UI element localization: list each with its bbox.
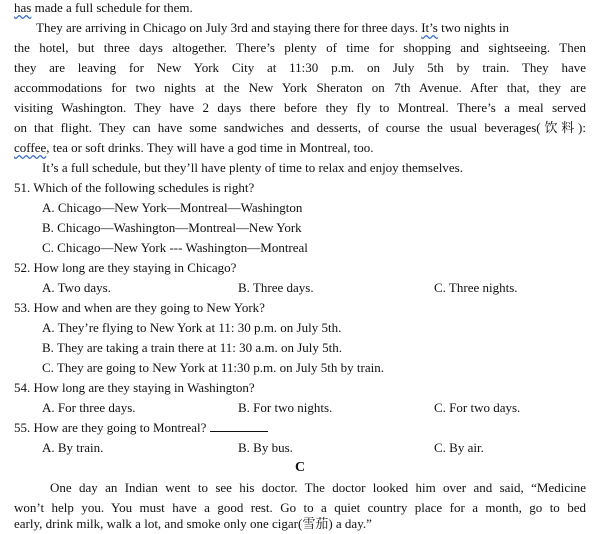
answer-option: B. By bus. — [238, 440, 293, 455]
answer-option: A. Chicago—New York—Montreal—Washington — [42, 200, 303, 215]
answer-option: B. Chicago—Washington—Montreal—New York — [42, 220, 302, 235]
answer-option: A. For three days. — [42, 400, 136, 415]
question-stem: 55. How are they going to Montreal? — [14, 418, 586, 438]
answer-option: C. They are going to New York at 11:30 p.m. on July 5th by train. — [42, 360, 384, 375]
answer-option: A. They’re flying to New York at 11: 30 p.m. on July 5th. — [42, 320, 342, 335]
passage-line: has made a full schedule for them. — [14, 0, 193, 15]
question-stem: 53. How and when are they going to New York? — [14, 300, 265, 315]
question-stem: 52. How long are they staying in Chicago? — [14, 260, 237, 275]
answer-blank — [210, 419, 268, 432]
answer-option: B. For two nights. — [238, 400, 333, 415]
passage-line: on that flight. They can have some sandwiches and desserts, of course the usual beverages(饮料): — [14, 120, 586, 135]
wavy-word: It’s — [421, 20, 438, 35]
passage-line: won’t help you. You must have a good rest. Go to a quiet country place for a month, go to bed — [14, 500, 586, 515]
answer-option: B. Three days. — [238, 280, 314, 295]
passage-line: accommodations for two nights at the New York Sheraton on 7th Avenue. After that, they are — [14, 80, 586, 95]
answer-option: C. By air. — [434, 440, 484, 455]
passage-line: the hotel, but three days altogether. There’s plenty of time for shopping and sightseeing. Then — [14, 40, 586, 55]
passage-line: early, drink milk, walk a lot, and smoke only one cigar(雪茄) a day.” — [14, 516, 372, 531]
passage-line: It’s a full schedule, but they’ll have plenty of time to relax and enjoy themselves. — [42, 160, 463, 175]
passage-line: They are arriving in Chicago on July 3rd and staying there for three days. It’s two nights in — [36, 20, 509, 35]
passage-line: One day an Indian went to see his doctor. The doctor looked him over and said, “Medicine — [50, 480, 586, 495]
answer-option: C. For two days. — [434, 400, 521, 415]
passage-line: they are leaving for New York City at 11:30 p.m. on July 5th by train. They have — [14, 60, 586, 75]
question-stem: 54. How long are they staying in Washington? — [14, 380, 255, 395]
passage-line: visiting Washington. They have 2 days there before they fly to Montreal. There’s a meal served — [14, 100, 586, 115]
section-heading: C — [294, 460, 306, 475]
passage-line: coffee, tea or soft drinks. They will have a god time in Montreal, too. — [14, 140, 374, 155]
answer-option: C. Three nights. — [434, 280, 518, 295]
wavy-word: coffee — [14, 140, 47, 155]
question-stem: 51. Which of the following schedules is right? — [14, 180, 255, 195]
answer-option: B. They are taking a train there at 11: 30 a.m. on July 5th. — [42, 340, 343, 355]
answer-option: C. Chicago—New York --- Washington—Montreal — [42, 240, 308, 255]
answer-option: A. By train. — [42, 440, 104, 455]
answer-option: A. Two days. — [42, 280, 111, 295]
wavy-word: has — [14, 0, 32, 15]
